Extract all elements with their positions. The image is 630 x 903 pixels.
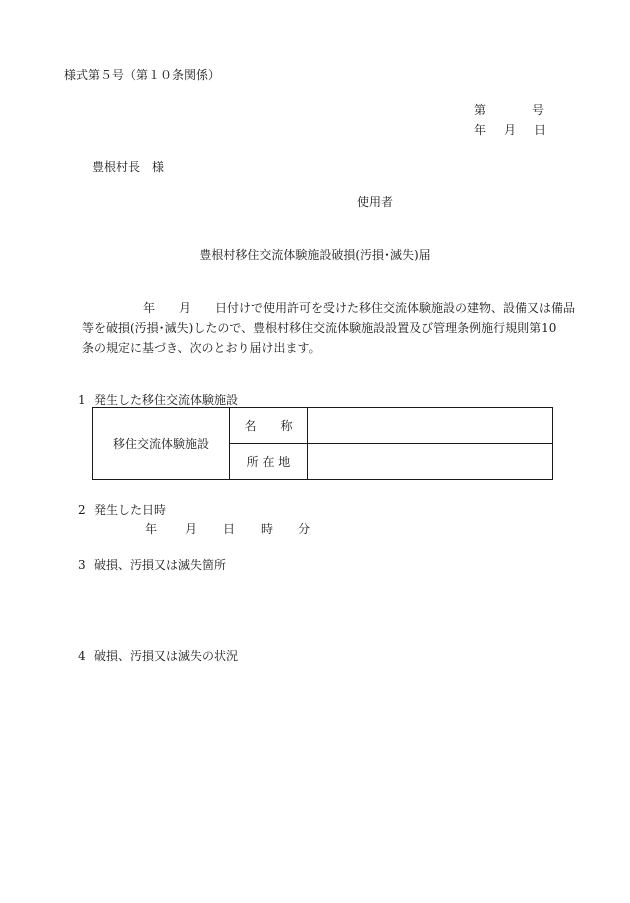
section-1-number: 1 [78,393,86,407]
name-label-cell: 名 称 [230,408,308,444]
facility-table [92,407,553,480]
location-label-cell: 所 在 地 [230,444,308,480]
document-number [474,101,544,118]
section-4-label: 破損、汚損又は滅失の状況 [94,649,239,663]
section-4-number: 4 [78,649,86,663]
location-value-cell[interactable] [308,444,553,480]
body-line-3: 条の規定に基づき、次のとおり届け出ます。 [82,341,321,355]
datetime-year: 年 [145,522,158,536]
header-date-day: 日 [534,123,547,137]
section-2-number: 2 [78,503,86,517]
document-number-suffix: 号 [531,103,544,117]
section-3-label: 破損、汚損又は滅失箇所 [94,558,227,572]
body-line-1: 年 月 日付けで使用許可を受けた移住交流体験施設の建物、設備又は備品 [143,301,576,315]
section-3-number: 3 [78,558,86,572]
datetime-day: 日 [223,522,236,536]
datetime-hour: 時 [261,522,274,536]
applicant-label: 使用者 [357,195,394,209]
datetime-month: 月 [185,522,198,536]
section-1-heading [78,391,238,408]
document-title: 豊根村移住交流体験施設破損(汚損･滅失)届 [199,248,431,262]
section-2-label: 発生した日時 [94,503,167,517]
section-1-label: 発生した移住交流体験施設 [94,393,239,407]
body-line-2: 等を破損(汚損･滅失)したので、豊根村移住交流体験施設設置及び管理条例施行規則第10 [82,321,557,335]
document-number-prefix: 第 [474,103,487,117]
header-date-month: 月 [504,123,517,137]
addressee: 豊根村長 様 [92,160,165,174]
name-value-cell[interactable] [308,408,553,444]
form-number: 様式第５号（第１０条関係） [64,68,221,82]
section-2-heading [78,501,166,518]
body-text [82,298,582,358]
section-4-heading [78,647,238,664]
header-date-year: 年 [474,123,487,137]
datetime-minute: 分 [298,522,311,536]
facility-label-cell: 移住交流体験施設 [93,408,230,480]
section-3-heading [78,556,226,573]
